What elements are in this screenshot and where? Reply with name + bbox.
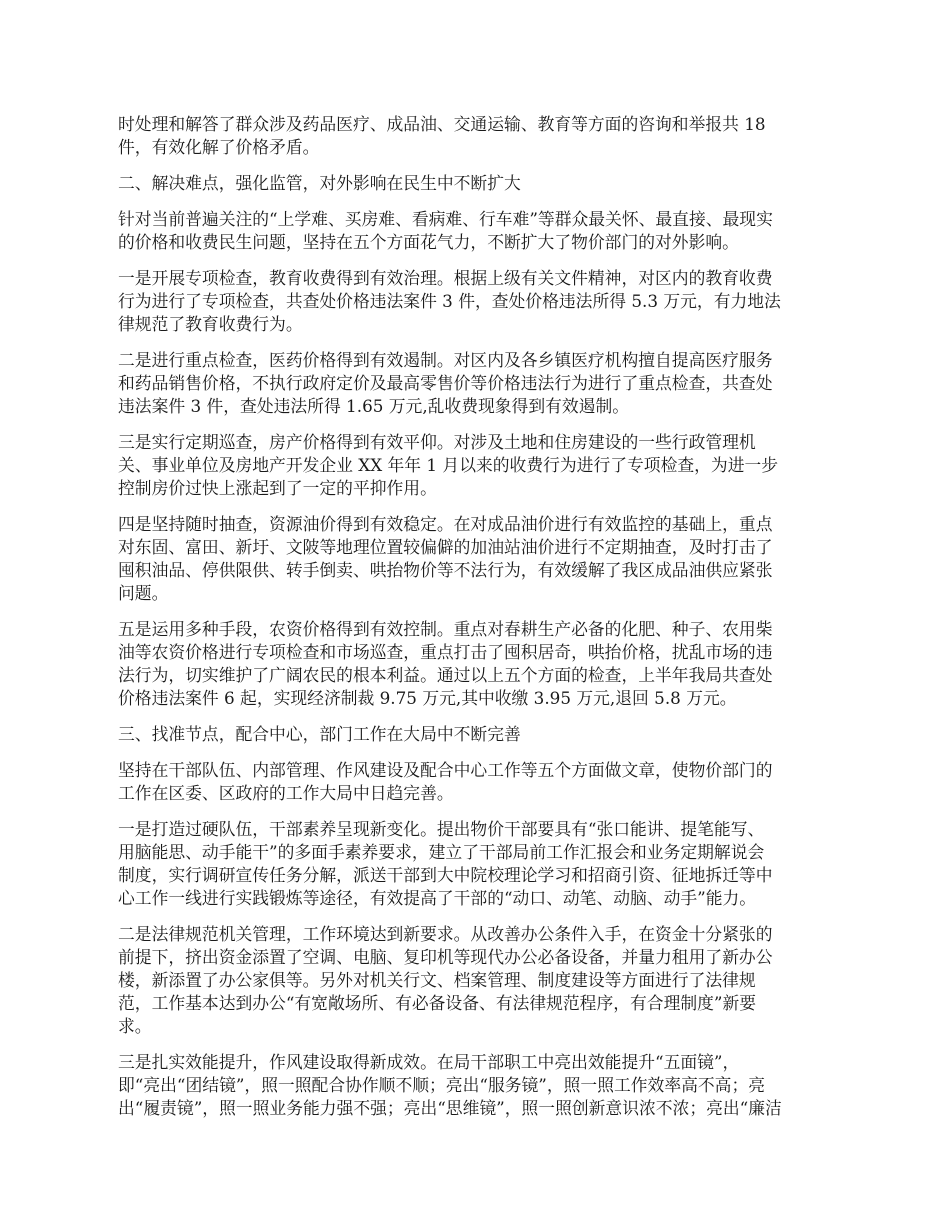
text-line: 即“亮出“团结镜”，照一照配合协作顺不顺；亮出“服务镜”，照一照工作效率高不高；亮 — [118, 1075, 766, 1095]
text-line: 关、事业单位及房地产开发企业 XX 年年 1 月以来的收费行为进行了专项检查，为进一步 — [118, 455, 779, 475]
text-line: 用脑能思、动手能干”的多面手素养要求，建立了干部局前工作汇报会和业务定期解说会 — [118, 842, 765, 862]
paragraph — [118, 1051, 830, 1120]
text-line: 对东固、富田、新圩、文陂等地理位置较偏僻的加油站油价进行不定期抽查，及时打击了 — [118, 537, 773, 557]
text-line: 一是打造过硬队伍，干部素养呈现新变化。提出物价干部要具有“张口能讲、提笔能写、 — [118, 819, 765, 839]
text-line: 针对当前普遍关注的“上学难、买房难、看病难、行车难”等群众最关怀、最直接、最现实 — [118, 209, 773, 229]
text-line: 前提下，挤出资金添置了空调、电脑、复印机等现代办公必备设备，并量力租用了新办公 — [118, 947, 773, 967]
text-line: 价格违法案件 6 起，实现经济制裁 9.75 万元,其中收缴 3.95 万元,退回 5.8 万元。 — [118, 688, 737, 708]
text-line: 楼，新添置了办公家俱等。另外对机关行文、档案管理、制度建设等方面进行了法律规 — [118, 970, 756, 990]
text-line: 出“履责镜”，照一照业务能力强不强；亮出“思维镜”，照一照创新意识浓不浓；亮出“廉洁 — [118, 1098, 782, 1118]
document-body — [118, 113, 830, 1120]
text-line: 一是开展专项检查，教育收费得到有效治理。根据上级有关文件精神，对区内的教育收费 — [118, 268, 773, 288]
paragraph — [118, 113, 830, 159]
text-line: 油等农资价格进行专项检查和市场巡查，重点打击了囤积居奇，哄抬价格，扰乱市场的违 — [118, 642, 773, 662]
text-line: 坚持在干部队伍、内部管理、作风建设及配合中心工作等五个方面做文章，使物价部门的 — [118, 760, 773, 780]
text-line: 时处理和解答了群众涉及药品医疗、成品油、交通运输、教育等方面的咨询和举报共 18 — [118, 114, 766, 134]
text-line: 行为进行了专项检查，共查处价格违法案件 3 件，查处价格违法所得 5.3 万元，有力地法 — [118, 291, 781, 311]
text-line: 违法案件 3 件，查处违法所得 1.65 万元,乱收费现象得到有效遏制。 — [118, 396, 630, 416]
text-line: 三是实行定期巡查，房产价格得到有效平仰。对涉及土地和住房建设的一些行政管理机 — [118, 432, 756, 452]
text-line: 法行为，切实维护了广阔农民的根本利益。通过以上五个方面的检查，上半年我局共查处 — [118, 665, 773, 685]
text-line: 件，有效化解了价格矛盾。 — [118, 137, 320, 157]
text-line: 工作在区委、区政府的工作大局中日趋完善。 — [118, 783, 454, 803]
paragraph — [118, 208, 830, 254]
paragraph — [118, 172, 830, 195]
text-line: 二、解决难点，强化监管，对外影响在民生中不断扩大 — [118, 173, 521, 193]
text-line: 五是运用多种手段，农资价格得到有效控制。重点对春耕生产必备的化肥、种子、农用柴 — [118, 619, 773, 639]
text-line: 控制房价过快上涨起到了一定的平抑作用。 — [118, 478, 437, 498]
paragraph — [118, 818, 830, 910]
text-line: 律规范了教育收费行为。 — [118, 314, 303, 334]
text-line: 二是进行重点检查，医药价格得到有效遏制。对区内及各乡镇医疗机构擅自提高医疗服务 — [118, 350, 773, 370]
text-line: 四是坚持随时抽查，资源油价得到有效稳定。在对成品油价进行有效监控的基础上，重点 — [118, 514, 773, 534]
text-line: 三、找准节点，配合中心，部门工作在大局中不断完善 — [118, 724, 521, 744]
paragraph — [118, 618, 830, 710]
text-line: 三是扎实效能提升，作风建设取得新成效。在局干部职工中亮出效能提升“五面镜”， — [118, 1052, 740, 1072]
paragraph — [118, 267, 830, 336]
text-line: 二是法律规范机关管理，工作环境达到新要求。从改善办公条件入手，在资金十分紧张的 — [118, 924, 773, 944]
paragraph — [118, 759, 830, 805]
paragraph — [118, 923, 830, 1038]
text-line: 范，工作基本达到办公“有宽敞场所、有必备设备、有法律规范程序，有合理制度”新要 — [118, 993, 757, 1013]
text-line: 的价格和收费民生问题，坚持在五个方面花气力，不断扩大了物价部门的对外影响。 — [118, 232, 739, 252]
text-line: 问题。 — [118, 583, 169, 603]
paragraph — [118, 723, 830, 746]
text-line: 和药品销售价格，不执行政府定价及最高零售价等价格违法行为进行了重点检查，共查处 — [118, 373, 773, 393]
text-line: 心工作一线进行实践锻炼等途径，有效提高了干部的“动口、动笔、动脑、动手”能力。 — [118, 888, 757, 908]
paragraph — [118, 431, 830, 500]
text-line: 囤积油品、停供限供、转手倒卖、哄抬物价等不法行为，有效缓解了我区成品油供应紧张 — [118, 560, 773, 580]
paragraph — [118, 349, 830, 418]
text-line: 制度，实行调研宣传任务分解，派送干部到大中院校理论学习和招商引资、征地拆迁等中 — [118, 865, 773, 885]
paragraph — [118, 513, 830, 605]
text-line: 求。 — [118, 1016, 152, 1036]
